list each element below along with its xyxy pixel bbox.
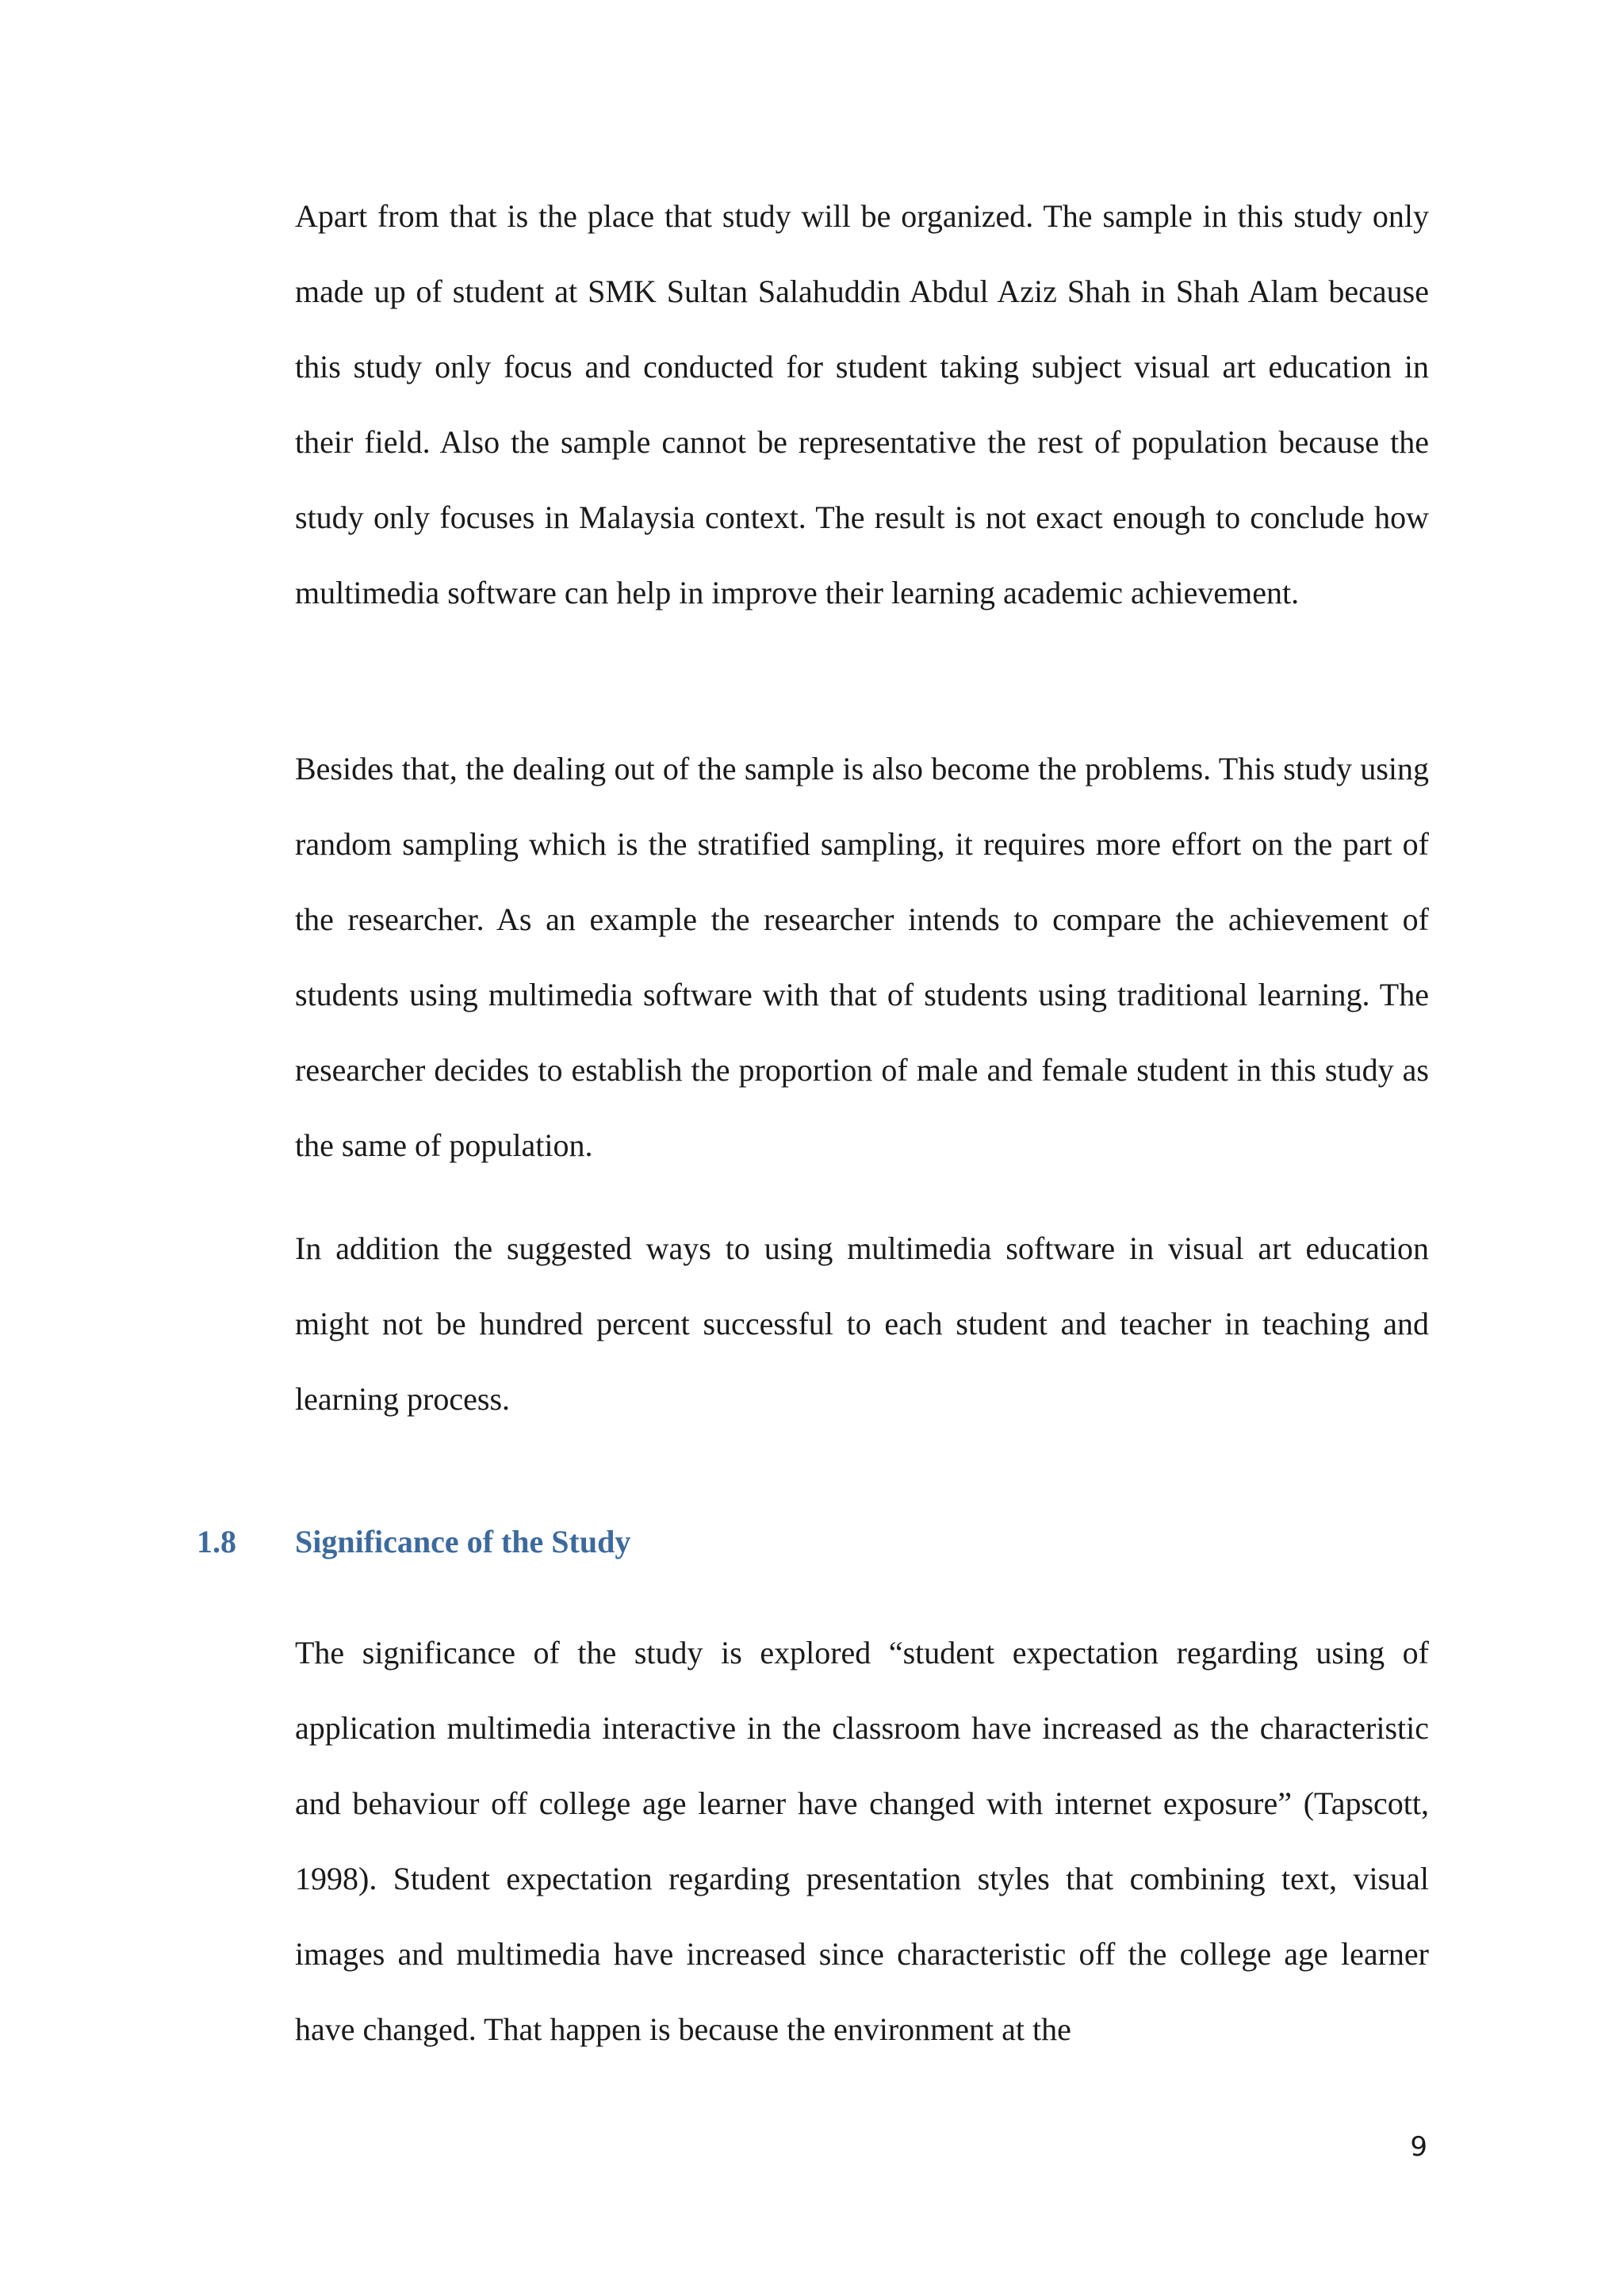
section-number: 1.8 [197, 1524, 236, 1559]
section-heading [197, 1514, 630, 1570]
paragraph-sampling: Besides that, the dealing out of the sample is also become the problems. This study using random sampling which is the stratified sampling, it requires more effort on the part of the researcher. As an example the researcher intends to compare the achievement of students using multimedia software with that of students using traditional learning. The researcher decides to establish the proportion of male and female student in this study as the same of population. [295, 751, 1429, 1163]
paragraph-study-location: Apart from that is the place that study will be organized. The sample in this study only made up of student at SMK Sultan Salahuddin Abdul Aziz Shah in Shah Alam because this study only focus and conducted for student taking subject visual art education in their field. Also the sample cannot be representative the rest of population because the study only focuses in Malaysia context. The result is not exact enough to conclude how multimedia software can help in improve their learning academic achievement. [295, 198, 1429, 610]
paragraph-significance: The significance of the study is explored “student expectation regarding using of application multimedia interactive in the classroom have increased as the characteristic and behaviour off college age learner have changed with internet exposure” (Tapscott, 1998). Student expectation regarding presentation styles that combining text, visual images and multimedia have increased since characteristic off the college age learner have changed. That happen is because the environment at the [295, 1635, 1429, 2047]
section-title: Significance of the Study [295, 1524, 631, 1559]
paragraph-suggested-ways: In addition the suggested ways to using multimedia software in visual art education might not be hundred percent successful to each student and teacher in teaching and learning process. [295, 1230, 1429, 1417]
page-number: 9 [1410, 2131, 1427, 2163]
